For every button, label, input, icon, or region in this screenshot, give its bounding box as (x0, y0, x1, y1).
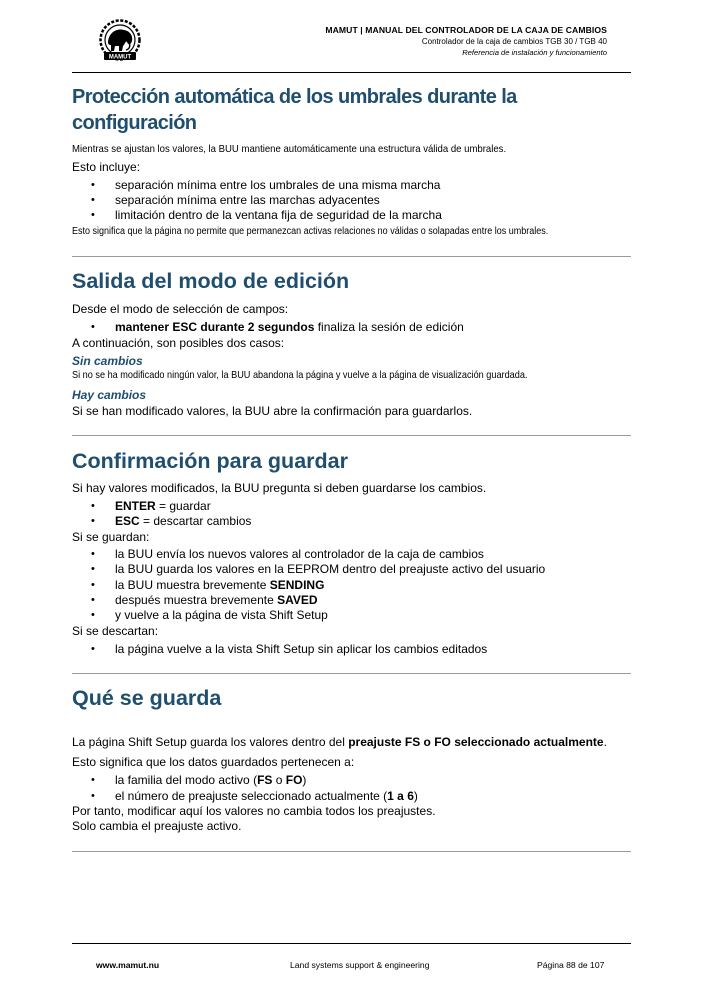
section-title-umbrales: Protección automática de los umbrales durante la configuración (72, 86, 517, 134)
page-header (325, 24, 607, 58)
paragraph: Desde el modo de selección de campos: (72, 301, 289, 316)
key-instruction: mantener ESC durante 2 segundos (115, 319, 315, 334)
status-saved: SAVED (277, 592, 318, 607)
section-title-que-se-guarda: Qué se guarda (72, 686, 222, 711)
list-item-text: ) (413, 788, 418, 803)
paragraph: Solo cambia el preajuste activo. (72, 818, 242, 833)
bullet-list (72, 642, 632, 657)
list-item-text: la familia del modo activo ( (115, 773, 258, 788)
list-item (72, 578, 632, 593)
list-item-text: o (272, 773, 286, 788)
list-item-text: el número de preajuste seleccionado actualmente ( (115, 788, 388, 803)
case-title-hay-cambios: Hay cambios (72, 387, 147, 402)
paragraph (72, 734, 632, 750)
header-subtitle-italic: Referencia de instalación y funcionamiento (462, 48, 607, 57)
paragraph: Esto significa que la página no permite que permanezcan activas relaciones no válidas o solapadas entre los umbrales. (72, 225, 549, 237)
list-item-text: = guardar (155, 498, 211, 513)
section-divider (72, 256, 631, 257)
section-divider (72, 851, 631, 852)
list-item (72, 514, 632, 529)
preset-range: 1 a 6 (387, 788, 414, 803)
paragraph: Esto incluye: (72, 160, 141, 174)
section-divider (72, 435, 631, 436)
mode-fs: FS (257, 773, 273, 788)
key-enter: ENTER (115, 498, 156, 513)
footer-page-number: Página 88 de 107 (537, 960, 605, 970)
section-title-confirmacion: Confirmación para guardar (72, 448, 348, 473)
key-esc: ESC (115, 514, 140, 529)
header-title: MAMUT | MANUAL DEL CONTROLADOR DE LA CAJA DE CAMBIOS (325, 25, 607, 35)
list-item: • la página vuelve a la vista Shift Setup sin aplicar los cambios editados (72, 642, 632, 657)
header-subtitle: Controlador de la caja de cambios TGB 30 / TGB 40 (421, 37, 607, 46)
page-content (72, 84, 632, 852)
list-item-text: ) (302, 773, 307, 788)
list-item (72, 320, 632, 335)
list-item: • separación mínima entre las marchas adyacentes (72, 193, 632, 208)
list-item-text: finaliza la sesión de edición (314, 319, 464, 334)
status-sending: SENDING (269, 577, 325, 592)
list-item (72, 773, 632, 788)
bullet-list (72, 320, 632, 335)
bullet-list (72, 499, 632, 529)
list-item (72, 499, 632, 514)
list-item-text: = descartar cambios (139, 514, 252, 529)
mode-fo: FO (285, 773, 303, 788)
paragraph: Si hay valores modificados, la BUU pregunta si deben guardarse los cambios. (72, 480, 487, 495)
paragraph: Si no se ha modificado ningún valor, la BUU abandona la página y vuelve a la página de visualización guardada. (72, 369, 528, 381)
list-item: • y vuelve a la página de vista Shift Setup (72, 608, 632, 623)
footer-rule (72, 943, 631, 944)
bullet-list (72, 178, 632, 224)
list-item-text: después muestra brevemente (115, 592, 278, 607)
bullet-list (72, 773, 632, 803)
list-item: • la BUU guarda los valores en la EEPROM dentro del preajuste activo del usuario (72, 562, 632, 577)
paragraph: Si se han modificado valores, la BUU abre la confirmación para guardarlos. (72, 403, 473, 418)
list-item (72, 789, 632, 804)
list-item: • separación mínima entre los umbrales de una misma marcha (72, 178, 632, 193)
svg-text:MAMUT: MAMUT (108, 54, 132, 61)
paragraph: Si se guardan: (72, 530, 150, 545)
list-item-text: la BUU muestra brevemente (115, 577, 270, 592)
list-item (72, 593, 632, 608)
footer-website: www.mamut.nu (96, 960, 160, 970)
paragraph: A continuación, son posibles dos casos: (72, 335, 285, 350)
section-divider (72, 673, 631, 674)
paragraph-text: La página Shift Setup guarda los valores dentro del (72, 735, 349, 750)
mamut-logo (95, 18, 145, 64)
paragraph-text: . (603, 735, 607, 750)
bullet-list (72, 547, 632, 623)
paragraph-bold: preajuste FS o FO seleccionado actualmente (348, 735, 604, 750)
case-title-sin-cambios: Sin cambios (72, 353, 143, 368)
list-item: • la BUU envía los nuevos valores al controlador de la caja de cambios (72, 547, 632, 562)
list-item: • limitación dentro de la ventana fija de seguridad de la marcha (72, 208, 632, 223)
paragraph: Mientras se ajustan los valores, la BUU mantiene automáticamente una estructura válida de umbrales. (72, 144, 507, 155)
paragraph: Si se descartan: (72, 624, 159, 639)
footer-tagline: Land systems support & engineering (290, 960, 430, 970)
paragraph: Esto significa que los datos guardados pertenecen a: (72, 755, 355, 770)
paragraph: Por tanto, modificar aquí los valores no cambia todos los preajustes. (72, 803, 436, 818)
header-rule (72, 72, 631, 73)
section-title-salida: Salida del modo de edición (72, 268, 350, 293)
